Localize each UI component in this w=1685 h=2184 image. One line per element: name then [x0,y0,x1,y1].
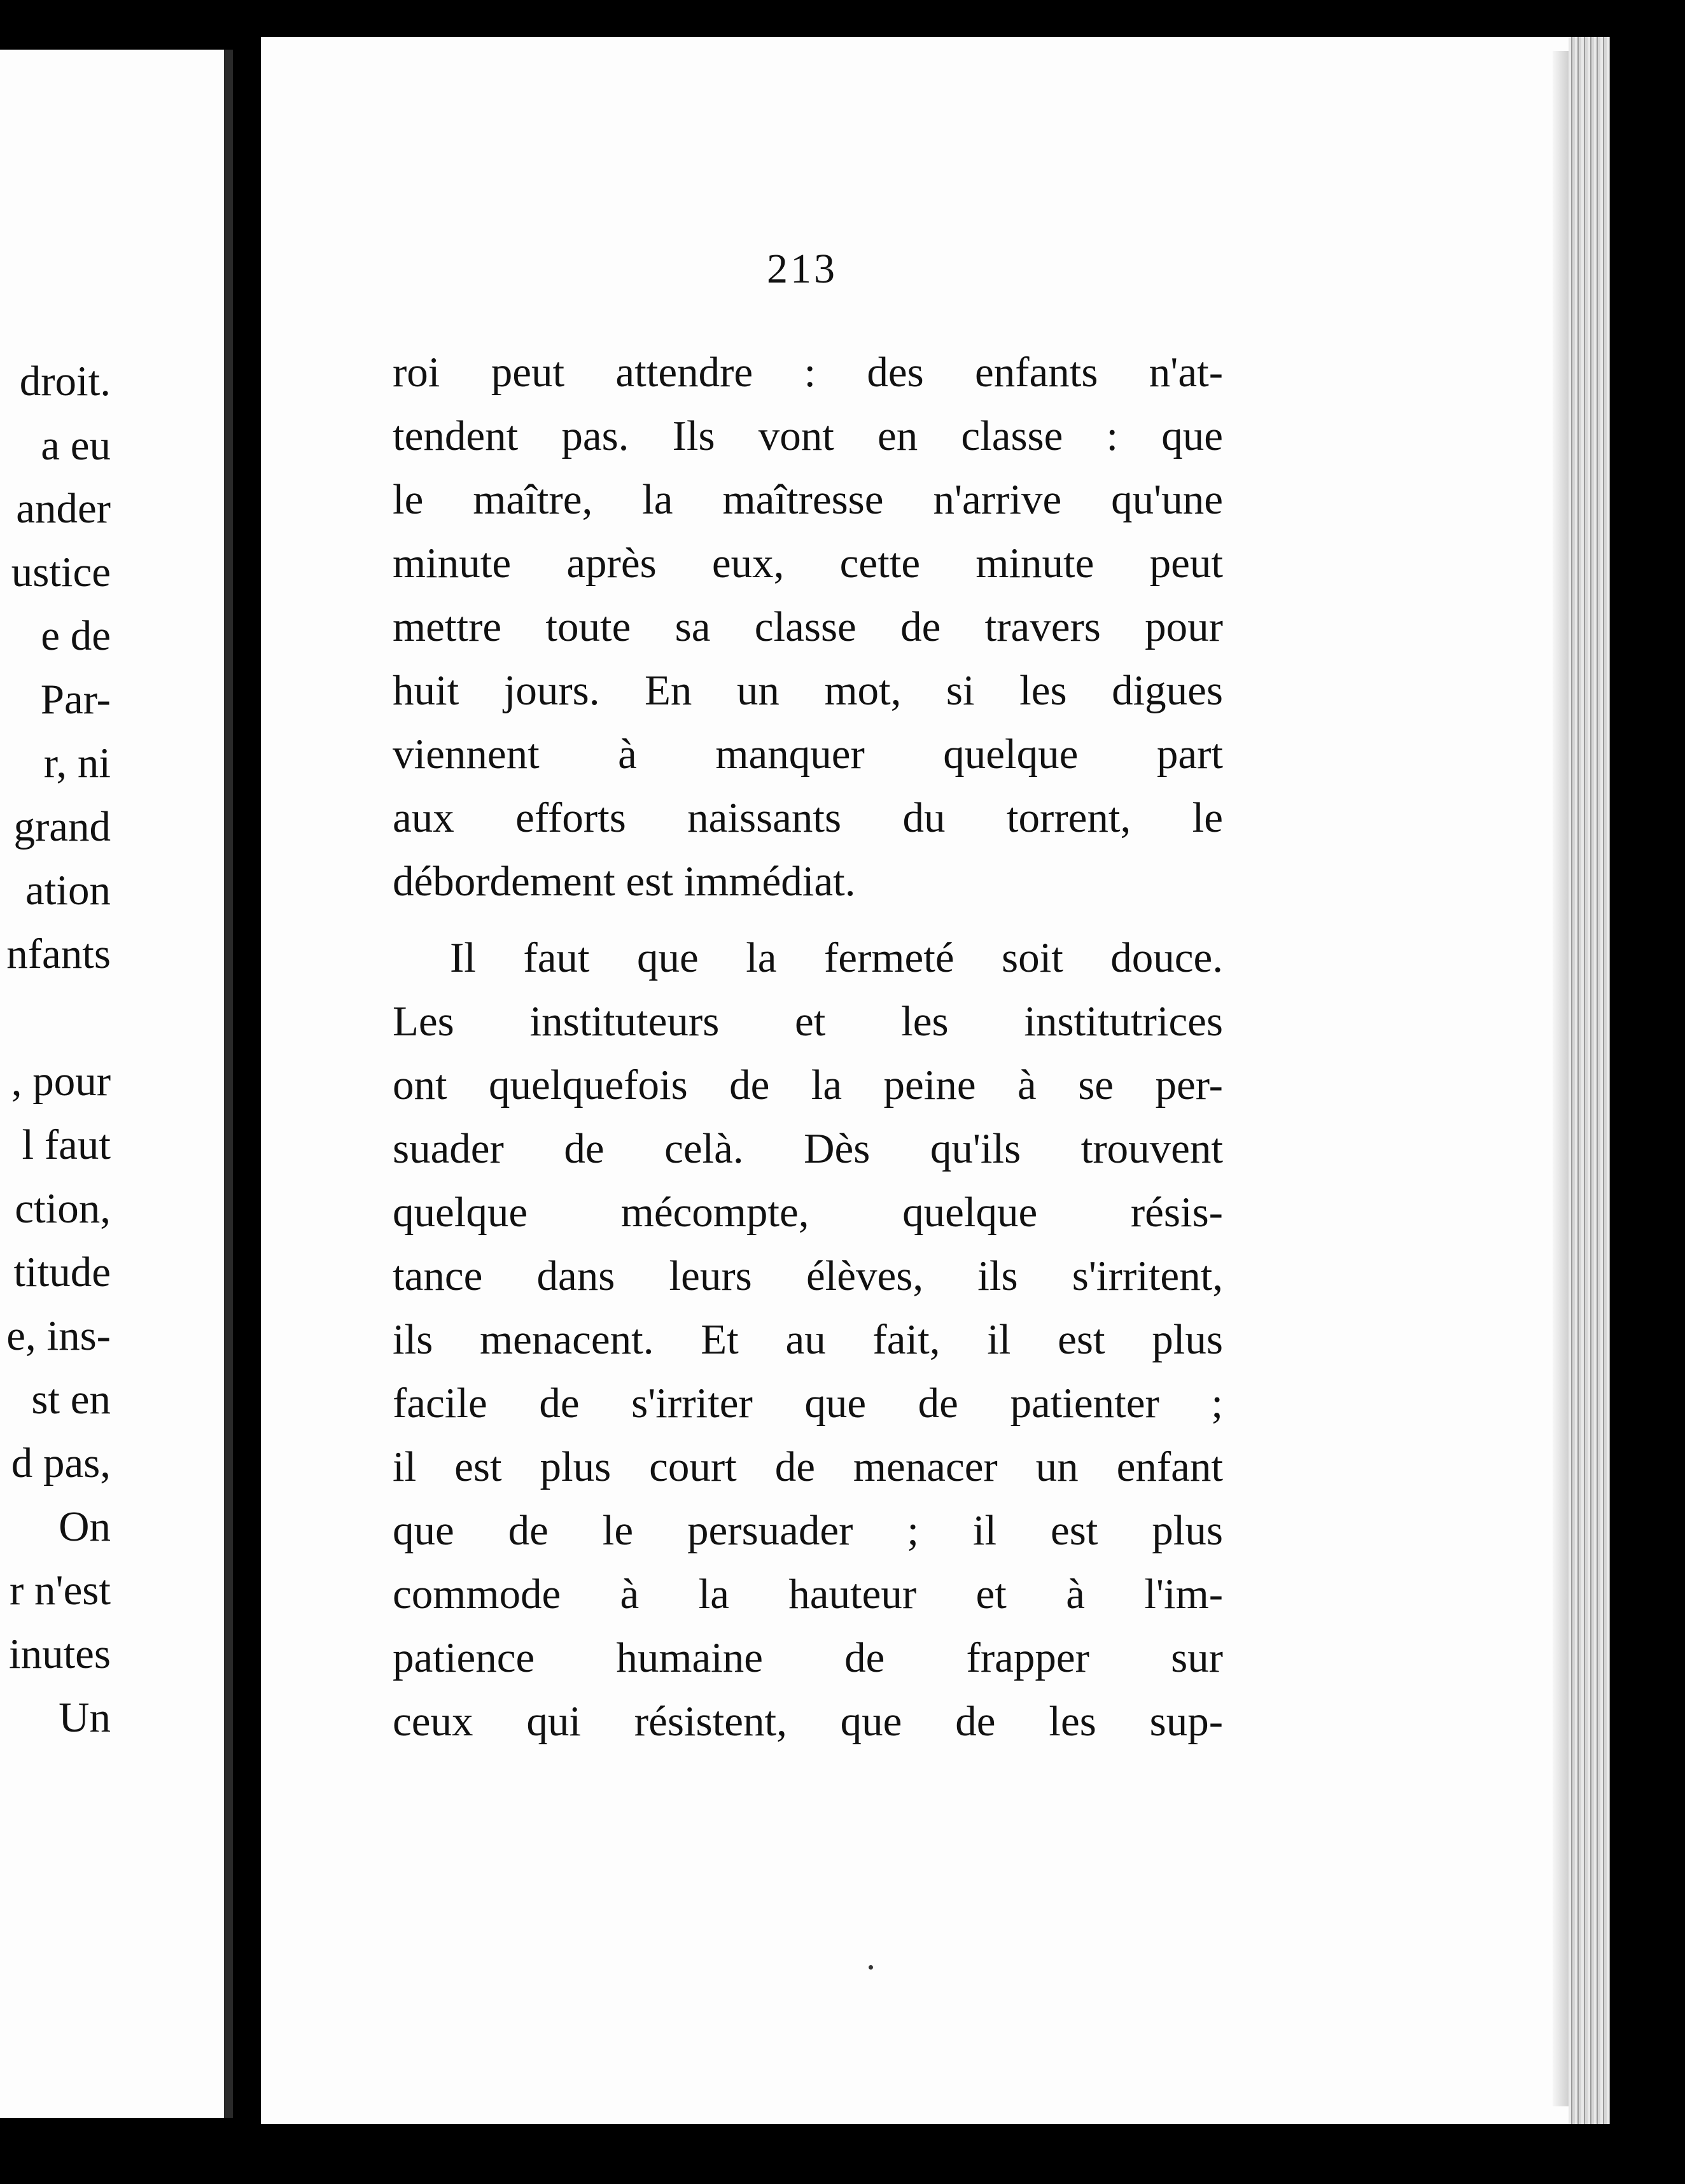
text-line: tance dans leurs élèves, ils s'irritent, [393,1252,1223,1299]
text-line: facile de s'irriter que de patienter ; [393,1380,1223,1427]
facing-page-line: d pas, [11,1439,111,1487]
text-line: tendent pas. Ils vont en classe : que [393,412,1223,459]
facing-page-line: grand [13,803,111,850]
text-line: viennent à manquer quelque part [393,731,1223,778]
text-line: ceux qui résistent, que de les sup- [393,1698,1223,1745]
text-line: aux efforts naissants du torrent, le [393,794,1223,841]
ink-speck [869,1965,873,1970]
text-line: huit jours. En un mot, si les digues [393,667,1223,714]
text-line: ont quelquefois de la peine à se per- [393,1061,1223,1109]
facing-page-line: l faut [22,1121,111,1168]
binding-gutter [246,57,251,2113]
facing-page-line: ustice [11,549,111,596]
text-line: Il faut que la fermeté soit douce. [450,934,1223,981]
page-block-edge [1569,37,1610,2124]
facing-page-line: Un [59,1694,111,1741]
gutter-shadow [224,50,233,2118]
facing-page-line: ander [16,485,111,532]
facing-page-line: inutes [8,1630,111,1677]
facing-page-line: droit. [19,358,111,405]
text-line: Les instituteurs et les institutrices [393,998,1223,1045]
text-line: il est plus court de menacer un enfant [393,1443,1223,1490]
facing-page-line: a eu [41,422,111,469]
facing-page-line: e, ins- [6,1312,111,1359]
text-line: roi peut attendre : des enfants n'at- [393,349,1223,396]
facing-page-line: st en [31,1376,111,1423]
facing-page-line: ation [25,867,111,914]
text-line: débordement est immédiat. [393,858,856,905]
facing-page-line: r, ni [43,739,111,787]
text-line: ils menacent. Et au fait, il est plus [393,1316,1223,1363]
facing-page-line: r n'est [9,1567,111,1614]
text-line: patience humaine de frapper sur [393,1634,1223,1681]
facing-page-line: nfants [6,930,111,977]
facing-page-line: Par- [40,676,111,723]
facing-page-line: ction, [15,1185,111,1232]
text-line: quelque mécompte, quelque résis- [393,1189,1223,1236]
facing-page-line: titude [13,1249,111,1296]
text-line: commode à la hauteur et à l'im- [393,1571,1223,1618]
text-line: le maître, la maîtresse n'arrive qu'une [393,476,1223,523]
page-curl [1553,51,1569,2106]
page-number: 213 [767,246,837,292]
facing-page-line: , pour [11,1058,111,1105]
facing-page-line: e de [41,612,111,659]
text-line: mettre toute sa classe de travers pour [393,603,1223,650]
facing-page-fragment [0,50,224,2118]
text-line: suader de celà. Dès qu'ils trouvent [393,1125,1223,1172]
text-line: minute après eux, cette minute peut [393,540,1223,587]
facing-page-line: On [59,1503,111,1550]
text-line: que de le persuader ; il est plus [393,1507,1223,1554]
